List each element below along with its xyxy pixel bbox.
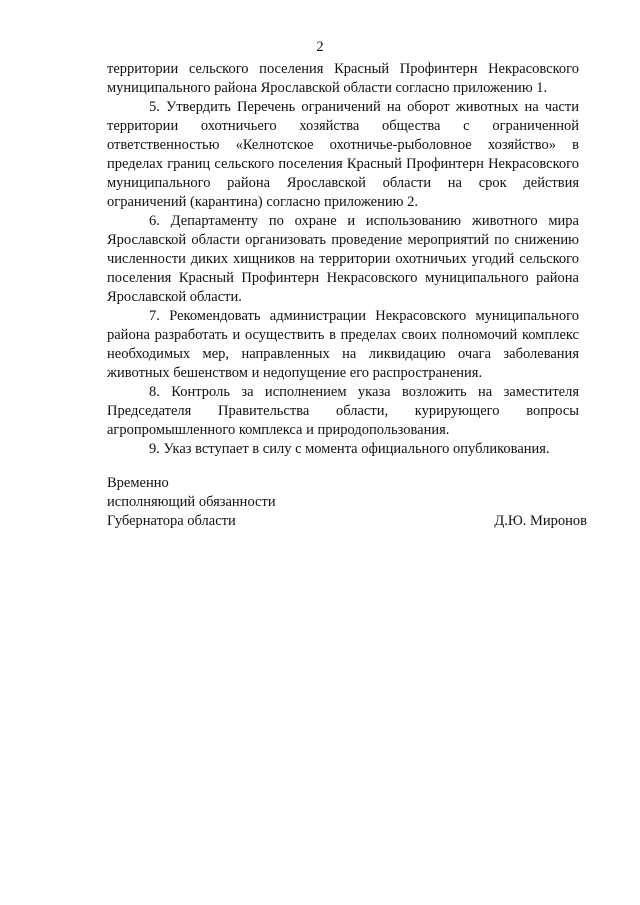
signature-block xyxy=(107,474,587,531)
page-number: 2 xyxy=(316,39,324,55)
paragraph-item-7: 7. Рекомендовать администрации Некрасовского муниципального района разработать и осуществить в пределах своих полномочий комплекс необходимых мер, направленных на ликвидацию очага заболевания животных бешенством и недопущение его распространения. xyxy=(107,308,579,381)
signature-title-line-3: Губернатора области xyxy=(107,513,236,529)
signature-title-line-2: исполняющий обязанности xyxy=(107,494,276,510)
signature-title-line-1: Временно xyxy=(107,475,169,491)
paragraph-item-9: 9. Указ вступает в силу с момента официального опубликования. xyxy=(149,441,550,457)
paragraph-item-6: 6. Департаменту по охране и использованию животного мира Ярославской области организовать проведение мероприятий по снижению численности диких хищников на территории охотничьих угодий сельского поселения Красный Профинтерн Некрасовского муниципального района Ярославской области. xyxy=(107,213,579,305)
paragraph-item-8: 8. Контроль за исполнением указа возложить на заместителя Председателя Правительства области, курирующего вопросы агропромышленного комплекса и природопользования. xyxy=(107,384,579,438)
paragraph-item-5: 5. Утвердить Перечень ограничений на оборот животных на части территории охотничьего хозяйства общества с ограниченной ответственностью «Келнотское охотничье-рыболовное хозяйство» в пределах границ сельского поселения Красный Профинтерн Некрасовского муниципального района Ярославской области на срок действия ограничений (карантина) согласно приложению 2. xyxy=(107,99,579,210)
signature-title-row xyxy=(107,512,587,531)
paragraph-continuation: территории сельского поселения Красный Профинтерн Некрасовского муниципального района Ярославской области согласно приложению 1. xyxy=(107,61,579,96)
signatory-name: Д.Ю. Миронов xyxy=(494,513,587,529)
document-body xyxy=(107,60,579,459)
